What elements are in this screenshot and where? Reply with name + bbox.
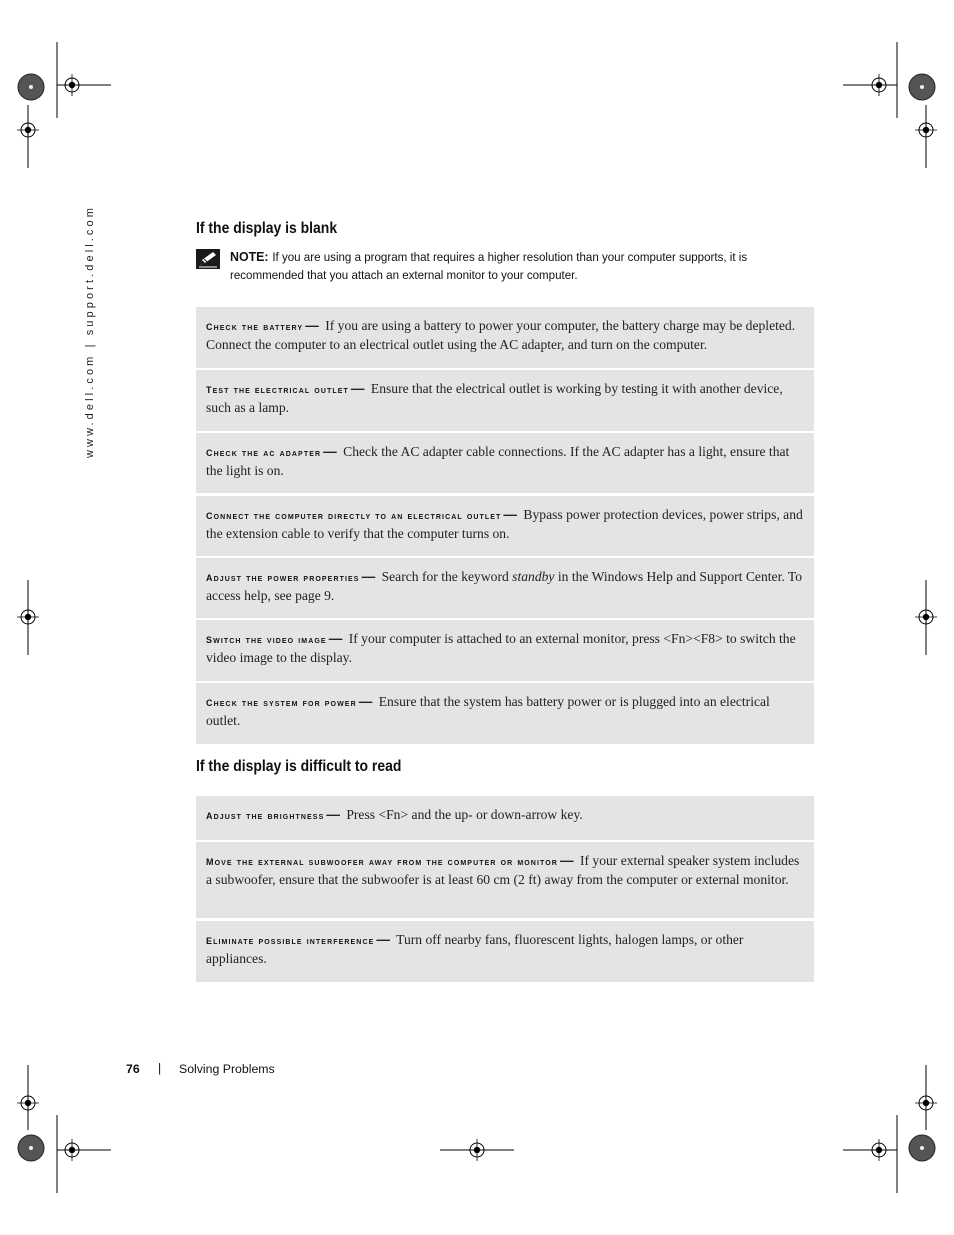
tip-row (196, 496, 814, 556)
lead-initial: a (206, 569, 214, 584)
tip-text: Turn off nearby fans, fluorescent lights, halogen lamps, or other appliances. (206, 932, 744, 967)
lead-initial: m (206, 853, 215, 868)
em-dash: — (358, 694, 373, 709)
tip-text: Press <Fn> and the up- or down-arrow key. (346, 807, 583, 822)
em-dash: — (328, 631, 343, 646)
em-dash: — (326, 807, 340, 822)
tip-lead: test the electrical outlet (206, 381, 349, 396)
note-pencil-icon (196, 249, 220, 269)
tip-keyword: standby (512, 569, 555, 584)
tip-lead: switch the video image (206, 631, 327, 646)
tip-text: Ensure that the electrical outlet is working by testing it with another device, such as a lamp. (206, 381, 783, 416)
em-dash: — (323, 444, 337, 459)
lead-initial: c (206, 318, 214, 333)
tip-row (196, 433, 814, 493)
lead-initial: s (206, 631, 214, 646)
lead-initial: c (206, 444, 214, 459)
tip-row (196, 921, 814, 982)
em-dash: — (559, 853, 574, 868)
tip-text: in the Windows Help and Support Center. To access help, see page 9. (206, 569, 803, 604)
side-url-text: www.dell.com | support.dell.com (84, 204, 96, 458)
tip-lead: eliminate possible interference (206, 932, 375, 947)
tip-lead: check the ac adapter (206, 444, 322, 459)
lead-initial: e (206, 932, 214, 947)
tip-text: Bypass power protection devices, power strips, and the extension cable to verify that the computer turns on. (206, 507, 803, 542)
note-label: NOTE: (230, 249, 269, 264)
page-number: 76 (126, 1062, 140, 1076)
tip-lead: connect the computer directly to an electrical outlet (206, 507, 502, 522)
tip-text: If your computer is attached to an external monitor, press <Fn><F8> to switch the video image to the display. (206, 631, 796, 666)
tip-text: Search for the keyword (381, 569, 513, 584)
em-dash: — (350, 381, 365, 396)
tip-lead: check the system for power (206, 694, 357, 709)
lead-initial: a (206, 807, 214, 822)
em-dash: — (503, 507, 518, 522)
tip-row (196, 796, 814, 840)
em-dash: — (376, 932, 390, 947)
lead-initial: t (206, 381, 213, 396)
lead-initial: c (206, 694, 214, 709)
tip-row (196, 370, 814, 431)
em-dash: — (361, 569, 376, 584)
tip-text: Check the AC adapter cable connections. If the AC adapter has a light, ensure that the light is on. (206, 444, 790, 479)
heading-display-blank: If the display is blank (196, 220, 338, 237)
heading-display-difficult: If the display is difficult to read (196, 758, 402, 775)
tip-lead: adjust the power properties (206, 569, 360, 584)
tip-lead: adjust the brightness (206, 807, 325, 822)
footer-separator: | (158, 1061, 162, 1075)
tip-text: If your external speaker system includes a subwoofer, ensure that the subwoofer is at least 60 cm (2 ft) away from the computer or external monitor. (206, 853, 800, 888)
tip-lead: check the battery (206, 318, 304, 333)
tip-lead: move the external subwoofer away from the computer or monitor (206, 853, 558, 868)
tip-text: Ensure that the system has battery power or is plugged into an electrical outlet. (206, 694, 770, 729)
footer-section-title: Solving Problems (179, 1062, 275, 1076)
tip-row (196, 683, 814, 744)
tip-row (196, 307, 814, 368)
tip-text: If you are using a battery to power your computer, the battery charge may be depleted. Connect the computer to an electrical outlet using the AC adapter, and turn on the computer. (206, 318, 796, 353)
note-text (230, 248, 785, 284)
tip-row (196, 558, 814, 618)
lead-initial: c (206, 507, 214, 522)
tip-row (196, 620, 814, 681)
tip-row (196, 842, 814, 918)
note-body: If you are using a program that requires a higher resolution than your computer supports, it is recommended that you attach an external monitor to your computer. (230, 250, 748, 282)
em-dash: — (305, 318, 319, 333)
